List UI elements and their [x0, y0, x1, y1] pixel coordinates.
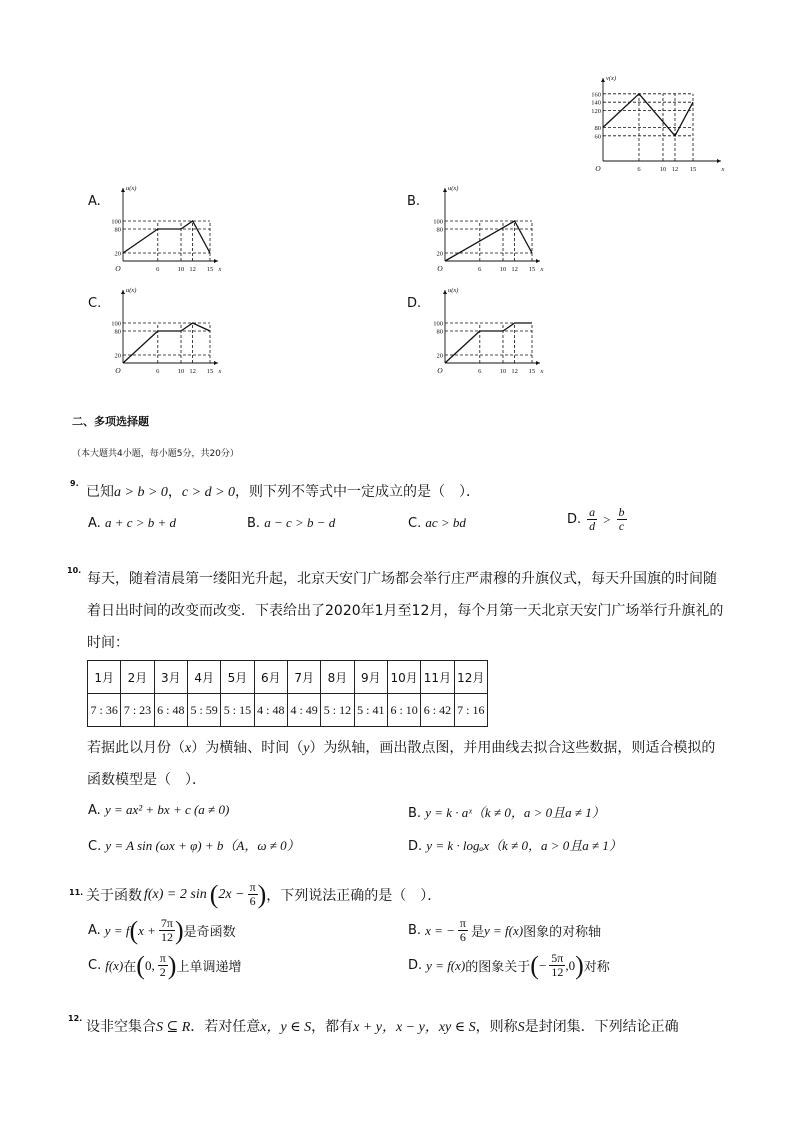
y-tick-label: 80 — [114, 328, 121, 336]
table-cell-time: 5 : 41 — [354, 694, 387, 727]
q9-option-a-letter: A. — [88, 516, 101, 531]
y-axis-label: u(x) — [448, 185, 459, 192]
x-tick-label: 10 — [659, 166, 667, 173]
q12-i: 是封闭集．下列结论正确 — [524, 1019, 679, 1035]
q11-lparen: ( — [209, 879, 219, 909]
q11-option-d-f: y = f(x) — [426, 957, 466, 973]
table-cell-month: 12月 — [454, 661, 487, 694]
table-cell-time: 7 : 36 — [88, 694, 121, 727]
table-cell-month: 8月 — [321, 661, 354, 694]
q11-option-a-arg: x + — [138, 922, 156, 938]
origin-label: O — [437, 366, 443, 375]
y-tick-label: 20 — [114, 352, 121, 360]
q11-option-c[interactable] — [88, 952, 241, 979]
x-tick-label: 12 — [189, 368, 196, 375]
y-tick-label: 100 — [111, 218, 121, 226]
y-axis-arrow — [601, 78, 605, 82]
q11-option-a-rparen: ) — [174, 915, 184, 945]
q11-stem — [86, 881, 441, 908]
q12-c: ．若对任意 — [190, 1019, 261, 1035]
y-axis-label: u(x) — [126, 185, 137, 192]
q10-table-header-row — [88, 661, 488, 694]
y-tick-label: 100 — [111, 320, 121, 328]
x-tick-label: 15 — [689, 166, 697, 173]
origin-label: O — [595, 164, 601, 173]
q10-time-table — [87, 660, 488, 727]
q11-option-b-letter: B. — [408, 923, 422, 938]
graph-b-svg — [430, 185, 550, 275]
q10-line2: 着日出时间的改变而改变．下表给出了2020年1月至12月，每个月第一天北京天安门广场举行升旗礼的 — [87, 603, 724, 619]
x-axis-arrow — [536, 361, 540, 365]
y-tick-label: 140 — [591, 99, 601, 107]
q11-option-c-frac — [158, 952, 168, 979]
q12-b: S ⊆ R — [156, 1020, 191, 1035]
q12-e: ，都有 — [311, 1019, 354, 1035]
x-tick-label: 15 — [528, 368, 536, 375]
graph-b — [430, 185, 550, 275]
q11-option-a[interactable] — [88, 917, 236, 944]
q11-option-d-zero: ,0 — [565, 957, 576, 973]
q11-frac — [248, 881, 258, 908]
x-axis-arrow — [214, 361, 218, 365]
x-tick-label: 6 — [637, 166, 641, 173]
table-cell-month: 10月 — [387, 661, 420, 694]
q10-option-b-letter: B. — [408, 806, 422, 821]
table-cell-month: 3月 — [154, 661, 187, 694]
y-axis-arrow — [443, 188, 447, 192]
q9-cond1: a > b > 0 — [114, 485, 168, 500]
q11-frac-num: π — [249, 880, 256, 894]
q10-option-c-text: y = A sin (ωx + φ) + b（A，ω ≠ 0） — [105, 838, 300, 853]
x-tick-label: 15 — [206, 368, 214, 375]
q11-option-d-rparen: ) — [575, 950, 584, 980]
function-line — [123, 323, 210, 363]
q12-h: S — [517, 1020, 525, 1035]
function-line — [123, 221, 210, 253]
q11-option-c-lparen: ( — [136, 950, 145, 980]
graph-d-svg — [430, 287, 550, 377]
q10-option-d[interactable] — [408, 835, 622, 854]
q11-option-c-zero: 0, — [144, 957, 155, 973]
y-tick-label: 80 — [114, 226, 121, 234]
q9-option-d-letter: D. — [567, 512, 582, 527]
origin-label: O — [437, 264, 443, 273]
table-cell-time: 7 : 23 — [121, 694, 154, 727]
y-axis-label: v(x) — [606, 75, 617, 82]
q10-line3: 时间： — [87, 635, 129, 651]
x-tick-label: 12 — [189, 266, 196, 273]
q11-option-d-frac-num: 5π — [551, 951, 564, 965]
x-tick-label: 12 — [511, 368, 518, 375]
x-axis-label: x — [721, 166, 725, 173]
table-cell-month: 11月 — [421, 661, 454, 694]
q9-option-d-frac1 — [587, 506, 597, 533]
q11-option-c-letter: C. — [88, 958, 102, 973]
graph-v — [583, 74, 733, 174]
y-tick-label: 100 — [433, 320, 443, 328]
x-axis-label: x — [218, 266, 222, 273]
q12-f: x + y，x − y，xy ∈ S — [353, 1020, 476, 1035]
table-cell-month: 4月 — [187, 661, 220, 694]
q12-number: 12. — [68, 1014, 83, 1023]
q12-line1 — [86, 1016, 679, 1036]
x-tick-label: 6 — [478, 368, 482, 375]
q9-number: 9. — [70, 479, 79, 488]
q9-option-c-letter: C. — [408, 516, 422, 531]
function-line — [445, 323, 532, 363]
origin-label: O — [115, 264, 121, 273]
q9-option-d-op: > — [603, 511, 611, 527]
q10-option-c[interactable] — [88, 835, 300, 854]
y-tick-label: 100 — [433, 218, 443, 226]
q11-option-a-frac — [159, 917, 175, 944]
q9-option-b-text: a − c > b − d — [264, 515, 336, 530]
q10-line4-b: ）为横轴、时间（ — [191, 740, 304, 756]
q10-table-time-row — [88, 694, 488, 727]
q10-line4-a: 若据此以月份（ — [87, 740, 185, 756]
q11-option-c-text: 上单调递增 — [176, 960, 242, 975]
x-tick-label: 6 — [156, 266, 160, 273]
q10-line4-y: y — [303, 741, 310, 756]
y-tick-label: 80 — [594, 124, 601, 132]
q11-option-d-lparen: ( — [530, 950, 539, 980]
y-tick-label: 160 — [591, 91, 601, 99]
y-tick-label: 80 — [436, 226, 443, 234]
table-cell-time: 5 : 59 — [187, 694, 220, 727]
table-cell-time: 6 : 48 — [154, 694, 187, 727]
table-cell-month: 7月 — [287, 661, 320, 694]
q10-option-d-text: y = k · logₐx（k ≠ 0，a > 0且a ≠ 1） — [426, 838, 622, 853]
table-cell-month: 6月 — [254, 661, 287, 694]
option-c-letter: C. — [88, 296, 102, 311]
q11-option-b-frac-den: 6 — [459, 930, 466, 944]
table-cell-time: 4 : 48 — [254, 694, 287, 727]
q9-cond2: c > d > 0 — [181, 485, 236, 500]
q9-frac2-den: c — [618, 519, 625, 533]
y-tick-label: 20 — [436, 250, 443, 258]
q9-option-d[interactable] — [567, 506, 627, 533]
x-axis-label: x — [540, 368, 544, 375]
y-tick-label: 20 — [436, 352, 443, 360]
q9-option-a-text: a + c > b + d — [104, 515, 177, 530]
x-tick-label: 10 — [177, 368, 185, 375]
q12-a: 设非空集合 — [86, 1019, 156, 1035]
y-tick-label: 80 — [436, 328, 443, 336]
q11-option-b-is: 是 — [470, 925, 484, 940]
q11-option-b-x: x = − — [425, 922, 455, 938]
x-tick-label: 10 — [499, 266, 507, 273]
y-axis-arrow — [443, 290, 447, 294]
q11-option-d-about: 的图象关于 — [465, 960, 531, 975]
y-tick-label: 20 — [114, 250, 121, 258]
x-axis-label: x — [218, 368, 222, 375]
q11-option-c-frac-den: 2 — [159, 965, 166, 979]
x-tick-label: 15 — [206, 266, 214, 273]
graph-c-svg — [108, 287, 228, 377]
y-axis-label: u(x) — [448, 287, 459, 294]
q9-stem — [86, 481, 480, 501]
q9-option-d-frac2 — [617, 506, 627, 533]
x-tick-label: 6 — [478, 266, 482, 273]
y-tick-label: 120 — [591, 108, 601, 116]
q11-option-b-frac-num: π — [459, 916, 466, 930]
x-tick-label: 6 — [156, 368, 160, 375]
q9-post: ，则下列不等式中一定成立的是（ ）． — [235, 484, 481, 500]
q11-option-a-frac-num: 7π — [160, 916, 173, 930]
y-tick-label: 60 — [594, 133, 601, 141]
q10-line4-c: ）为纵轴，画出散点图，并用曲线去拟合这些数据，则适合模拟的 — [309, 740, 716, 756]
q11-option-a-letter: A. — [88, 923, 101, 938]
function-line — [445, 221, 532, 261]
option-d-letter: D. — [407, 296, 422, 311]
graph-c — [108, 287, 228, 377]
q11-option-d-letter: D. — [408, 958, 423, 973]
q11-option-a-text: 是奇函数 — [183, 925, 236, 940]
q11-rparen: ) — [257, 879, 267, 909]
q11-post: ，下列说法正确的是（ ）． — [266, 887, 442, 904]
y-axis-label: u(x) — [126, 287, 137, 294]
q10-line5: 函数模型是（ ）． — [87, 772, 206, 788]
q11-option-a-f: y = f — [104, 922, 130, 938]
x-axis-arrow — [214, 259, 218, 263]
x-tick-label: 10 — [177, 266, 185, 273]
x-axis-label: x — [540, 266, 544, 273]
q10-option-a[interactable] — [88, 802, 229, 818]
y-axis-arrow — [121, 290, 125, 294]
table-cell-time: 5 : 12 — [321, 694, 354, 727]
q10-option-a-text: y = ax² + bx + c (a ≠ 0) — [104, 802, 230, 817]
q10-option-c-letter: C. — [88, 839, 102, 854]
q11-option-b-text: 图象的对称轴 — [523, 925, 602, 940]
table-cell-time: 6 : 10 — [387, 694, 420, 727]
q11-option-c-in: 在 — [123, 960, 137, 975]
table-cell-month: 2月 — [121, 661, 154, 694]
table-cell-month: 1月 — [88, 661, 121, 694]
x-tick-label: 15 — [528, 266, 536, 273]
q9-option-c[interactable] — [408, 515, 466, 531]
q10-line4-x: x — [185, 741, 192, 756]
x-tick-label: 12 — [671, 166, 679, 173]
x-axis-arrow — [536, 259, 540, 263]
q12-d: x，y ∈ S — [260, 1020, 312, 1035]
q11-option-b-frac — [458, 917, 468, 944]
q11-number: 11. — [69, 888, 84, 897]
y-axis-arrow — [121, 188, 125, 192]
q9-option-b-letter: B. — [247, 516, 261, 531]
q10-option-a-letter: A. — [88, 803, 101, 818]
option-a-letter: A. — [88, 194, 101, 209]
q11-option-c-f: f(x) — [105, 957, 124, 973]
q10-line1: 每天，随着清晨第一缕阳光升起，北京天安门广场都会举行庄严肃穆的升旗仪式，每天升国旗的时间随 — [87, 571, 717, 587]
q11-option-d-frac-den: 12 — [551, 965, 564, 979]
q11-arg: 2x − — [218, 886, 245, 902]
q11-option-d-text: 对称 — [583, 960, 610, 975]
section-note: （本大题共4小题，每小题5分，共20分） — [72, 449, 239, 459]
graph-a-svg — [108, 185, 228, 275]
q10-option-b[interactable] — [408, 802, 605, 821]
table-cell-time: 6 : 42 — [421, 694, 454, 727]
q11-option-c-frac-num: π — [159, 951, 166, 965]
q9-pre: 已知 — [86, 484, 114, 500]
graph-a — [108, 185, 228, 275]
q11-option-b[interactable] — [408, 917, 601, 944]
table-cell-time: 7 : 16 — [454, 694, 487, 727]
q10-line4 — [87, 737, 715, 757]
q11-option-d-minus: − — [538, 957, 547, 973]
origin-label: O — [115, 366, 121, 375]
x-tick-label: 10 — [499, 368, 507, 375]
q9-sep: ， — [167, 484, 182, 500]
q10-option-d-letter: D. — [408, 839, 423, 854]
graph-d — [430, 287, 550, 377]
q11-pre: 关于函数 — [86, 887, 142, 904]
q11-option-a-lparen: ( — [129, 915, 139, 945]
q9-frac2-num: b — [618, 505, 625, 519]
x-tick-label: 12 — [511, 266, 518, 273]
q9-option-c-text: ac > bd — [425, 515, 466, 530]
q11-option-b-f: y = f(x) — [483, 922, 524, 938]
section-title: 二、多项选择题 — [72, 415, 149, 428]
q11-func: f(x) = 2 sin — [144, 886, 207, 902]
q9-frac1-num: a — [589, 505, 596, 519]
q12-g: ，则称 — [475, 1019, 518, 1035]
table-cell-time: 5 : 15 — [221, 694, 254, 727]
q9-frac1-den: d — [589, 519, 596, 533]
table-cell-month: 9月 — [354, 661, 387, 694]
option-b-letter: B. — [407, 194, 421, 209]
function-line — [603, 94, 693, 136]
q11-option-a-frac-den: 12 — [160, 930, 173, 944]
x-axis-arrow — [717, 159, 721, 163]
table-cell-month: 5月 — [221, 661, 254, 694]
q9-option-b[interactable] — [247, 515, 335, 531]
q10-number: 10. — [67, 566, 82, 575]
q9-option-a[interactable] — [88, 515, 176, 531]
graph-v-svg — [583, 74, 733, 174]
q11-option-c-rparen: ) — [167, 950, 177, 980]
q11-frac-den: 6 — [249, 894, 256, 908]
table-cell-time: 4 : 49 — [287, 694, 320, 727]
q11-option-d[interactable] — [408, 952, 610, 979]
q10-option-b-text: y = k · aˣ（k ≠ 0，a > 0且a ≠ 1） — [425, 805, 605, 820]
q11-option-d-frac — [549, 952, 565, 979]
